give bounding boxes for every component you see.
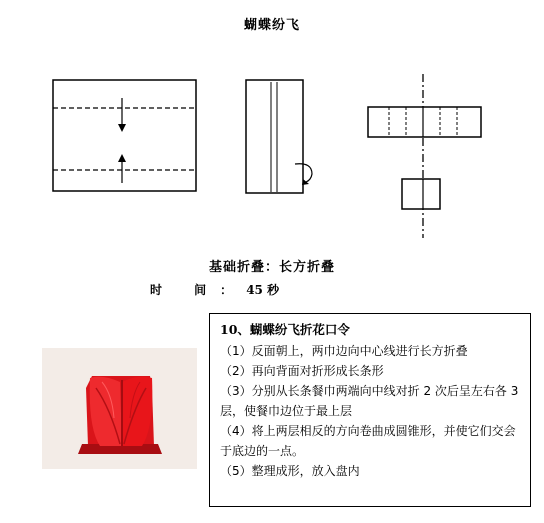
- fold-diagram-square: [50, 76, 200, 196]
- butterfly-napkin-image: [42, 348, 197, 469]
- time-label: 时 间：: [150, 283, 247, 297]
- instruction-step: （4）将上两层相反的方向卷曲成圆锥形，并使它们交会于底边的一点。: [220, 424, 516, 458]
- fold-diagram-rectangle: [240, 76, 320, 198]
- fold-diagram-strip: [360, 70, 490, 242]
- instruction-step: （2）再向背面对折形成长条形: [220, 364, 384, 378]
- strip-outline: [368, 107, 481, 137]
- time-value: 45 秒: [246, 283, 280, 297]
- rectangle-outline: [246, 80, 303, 193]
- time-info: [150, 281, 279, 298]
- instructions-box: [209, 313, 531, 507]
- instruction-step: （3）分别从长条餐巾两端向中线对折 2 次后呈左右各 3 层，使餐巾边位于最上层: [220, 384, 519, 418]
- diagram-caption: 基础折叠：长方折叠: [208, 260, 335, 275]
- arrow-down-icon: [118, 98, 126, 132]
- instruction-step: （1）反面朝上，两巾边向中心线进行长方折叠: [220, 344, 468, 358]
- napkin-photo: [42, 348, 197, 469]
- instruction-step: （5）整理成形，放入盘内: [220, 464, 360, 478]
- arrow-up-icon: [118, 154, 126, 183]
- instructions-heading: 10、蝴蝶纷飞折花口令: [220, 322, 350, 337]
- square-outline: [53, 80, 196, 191]
- folded-square-outline: [402, 179, 440, 209]
- page-title: 蝴蝶纷飞: [243, 18, 300, 33]
